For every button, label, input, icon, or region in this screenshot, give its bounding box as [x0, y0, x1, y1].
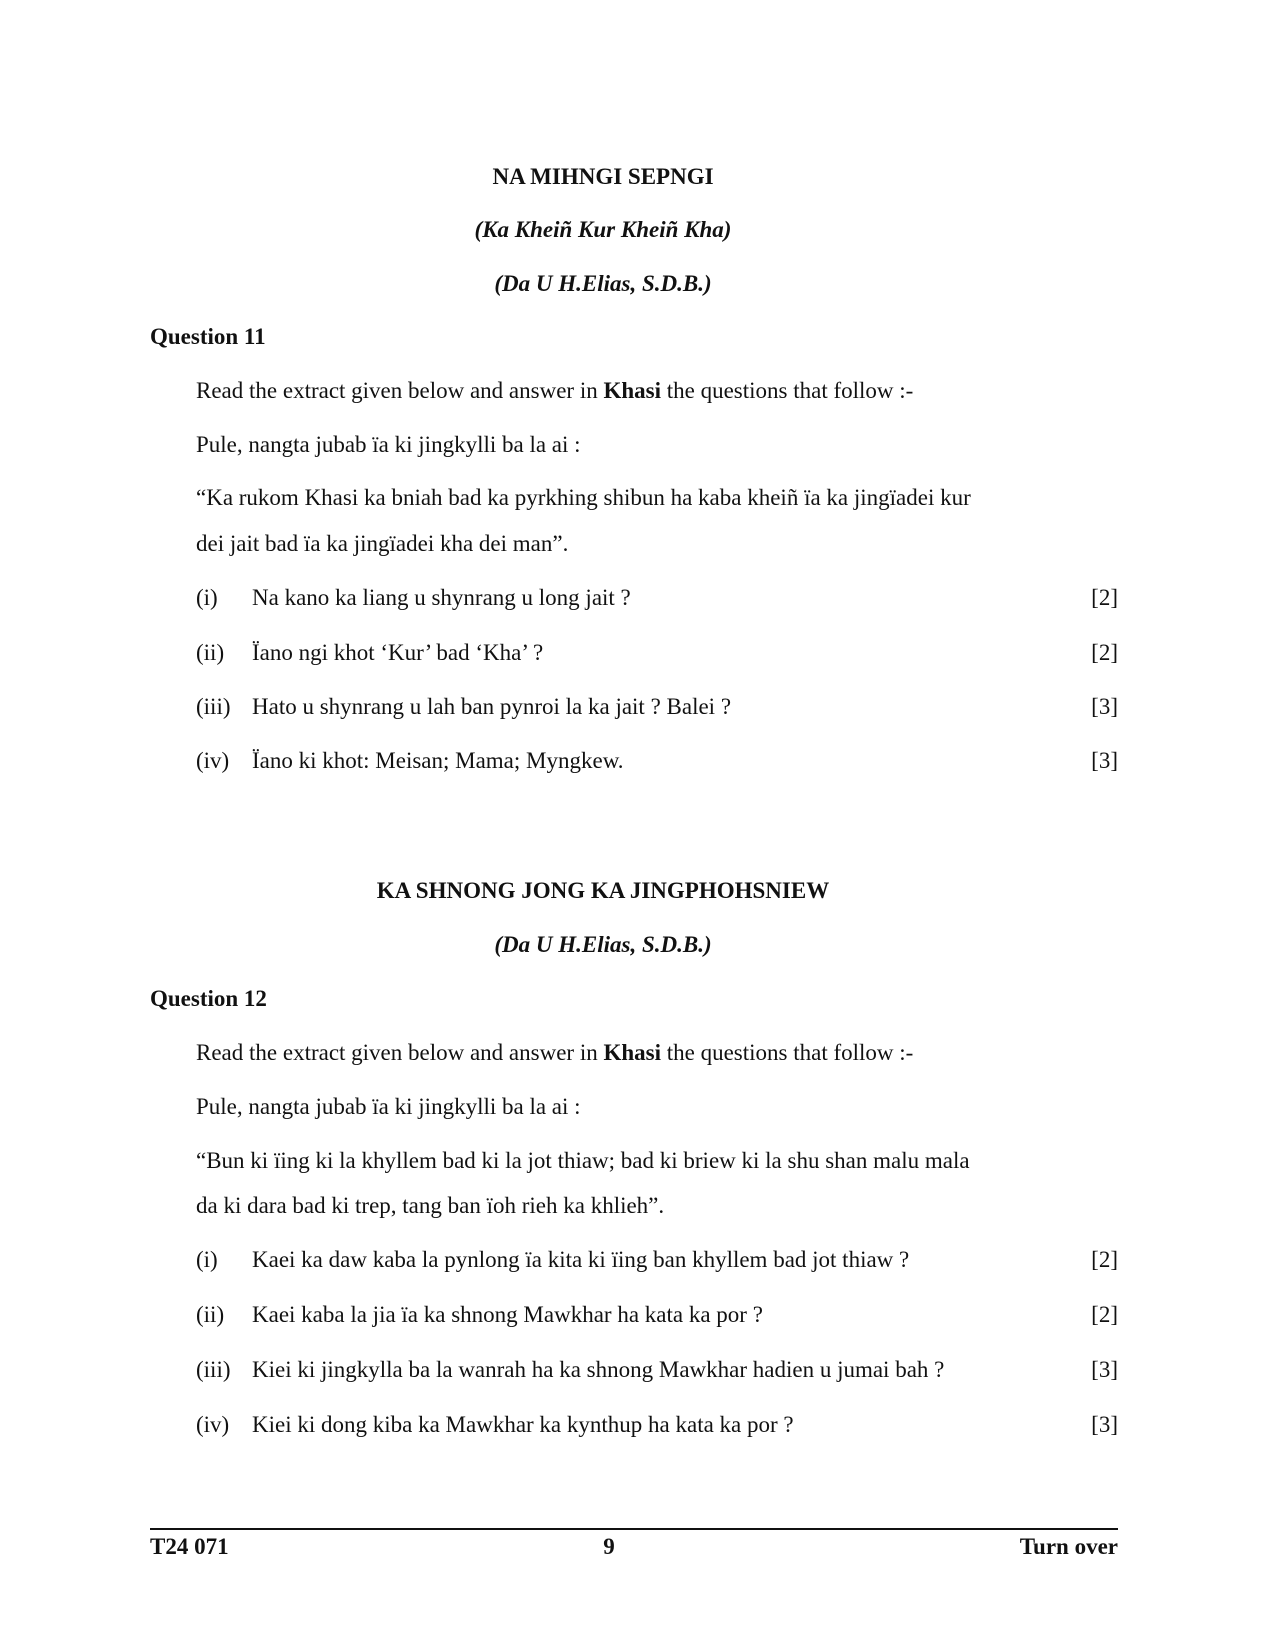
- sub-question-marks: [2]: [1091, 1302, 1118, 1327]
- instruction-language: Khasi: [603, 1040, 661, 1065]
- sub-question-number: (ii): [196, 640, 225, 665]
- sub-question-marks: [2]: [1091, 1247, 1118, 1272]
- question-prompt: Pule, nangta jubab ïa ki jingkylli ba la ai :: [196, 432, 581, 457]
- extract-line: “Ka rukom Khasi ka bniah bad ka pyrkhing shibun ha kaba kheiñ ïa ka jingïadei kur: [196, 485, 971, 510]
- sub-question-text: Ïano ngi khot ‘Kur’ bad ‘Kha’ ?: [252, 640, 544, 665]
- sub-question-number: (iii): [196, 694, 231, 719]
- sub-question-marks: [2]: [1091, 640, 1118, 665]
- section-title: KA SHNONG JONG KA JINGPHOHSNIEW: [376, 878, 830, 903]
- sub-question-number: (ii): [196, 1302, 225, 1327]
- extract-line: dei jait bad ïa ka jingïadei kha dei man”.: [196, 531, 569, 556]
- instruction-text-end: the questions that follow :-: [661, 1040, 914, 1065]
- question-heading: Question 12: [150, 986, 267, 1011]
- extract-line: “Bun ki ïing ki la khyllem bad ki la jot thiaw; bad ki briew ki la shu shan malu mala: [196, 1148, 970, 1173]
- sub-question-text: Hato u shynrang u lah ban pynroi la ka jait ? Balei ?: [252, 694, 732, 719]
- extract-line: da ki dara bad ki trep, tang ban ïoh rieh ka khlieh”.: [196, 1193, 665, 1218]
- instruction-text: Read the extract given below and answer in: [196, 378, 604, 403]
- section-author: (Da U H.Elias, S.D.B.): [494, 932, 712, 957]
- section-title: NA MIHNGI SEPNGI: [492, 164, 714, 189]
- sub-question-marks: [3]: [1091, 694, 1118, 719]
- paper-code: T24 071: [150, 1534, 229, 1559]
- sub-question-marks: [3]: [1091, 1412, 1118, 1437]
- sub-question-number: (i): [196, 585, 218, 610]
- section-author: (Da U H.Elias, S.D.B.): [494, 271, 712, 296]
- sub-question-text: Na kano ka liang u shynrang u long jait ?: [252, 585, 631, 610]
- question-prompt: Pule, nangta jubab ïa ki jingkylli ba la ai :: [196, 1094, 581, 1119]
- question-instruction: [196, 378, 913, 404]
- instruction-text: Read the extract given below and answer in: [196, 1040, 604, 1065]
- section-subtitle: (Ka Kheiñ Kur Kheiñ Kha): [474, 217, 732, 242]
- instruction-language: Khasi: [603, 378, 661, 403]
- instruction-text-end: the questions that follow :-: [661, 378, 914, 403]
- turn-over-label: Turn over: [1019, 1534, 1118, 1559]
- sub-question-marks: [2]: [1091, 585, 1118, 610]
- sub-question-marks: [3]: [1091, 1357, 1118, 1382]
- question-heading: Question 11: [150, 324, 266, 349]
- question-instruction: [196, 1040, 913, 1066]
- sub-question-number: (i): [196, 1247, 218, 1272]
- sub-question-text: Kiei ki dong kiba ka Mawkhar ka kynthup ha kata ka por ?: [252, 1412, 794, 1437]
- sub-question-text: Kaei kaba la jia ïa ka shnong Mawkhar ha kata ka por ?: [252, 1302, 763, 1327]
- sub-question-text: Kaei ka daw kaba la pynlong ïa kita ki ïing ban khyllem bad jot thiaw ?: [252, 1247, 910, 1272]
- footer-divider: [150, 1528, 1118, 1530]
- page-number-text: 9: [603, 1534, 615, 1559]
- sub-question-text: Kiei ki jingkylla ba la wanrah ha ka shnong Mawkhar hadien u jumai bah ?: [252, 1357, 945, 1382]
- sub-question-marks: [3]: [1091, 748, 1118, 773]
- sub-question-number: (iv): [196, 748, 230, 773]
- sub-question-text: Ïano ki khot: Meisan; Mama; Myngkew.: [252, 748, 624, 773]
- sub-question-number: (iii): [196, 1357, 231, 1382]
- sub-question-number: (iv): [196, 1412, 230, 1437]
